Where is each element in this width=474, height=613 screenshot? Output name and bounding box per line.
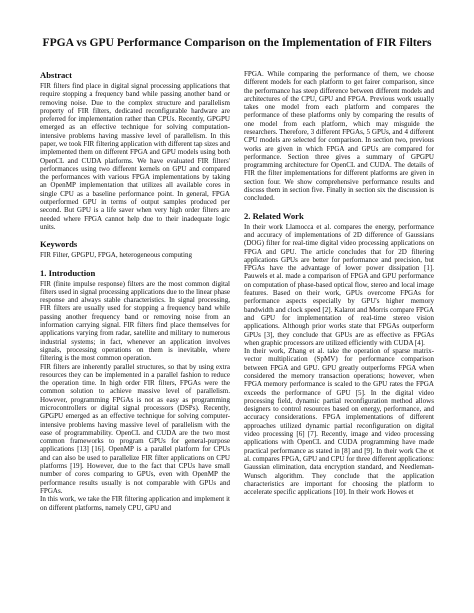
introduction-paragraph: In this work, we take the FIR filtering application and implement it on different platforms, namely CPU, GPU and <box>40 495 230 512</box>
introduction-paragraph: FIR filters are inherently parallel structures, so that by using extra resources they can be implemented in a parallel fashion to reduce the operation time. In high order FIR filters, FPGAs were the common solution to achieve massive level of parallelism. However, programming FPGAs is not as easy as programming microcontrollers or digital signal processors (DSPs). Recently, GPGPU emerged as an effective technique for solving computer-intensive problems having massive level of parallelism with the ease of programmability. OpenCL and CUDA are the two most common frameworks to program GPUs for general-purpose applications [13] [16]. OpenMP is a parallel platform for CPUs and can also be used to parallelize FIR filter applications on CPU platforms [19]. However, due to the fact that CPUs have small number of cores comparing to GPUs, even with OpenMP the performance results usually is not comparable with GPUs and FPGAs. <box>40 362 230 495</box>
related-work-paragraph: In their work Llamocca et al. compares the energy, performance and accuracy of implementations of 2D difference of Gaussians (DOG) filter for real-time digital video processing applications on FPGA and GPU. The article concludes that for 2D filtering applications GPUs are better for performance and precision, but FPGAs have the advantage of lower power dissipation [1]. Pauwels et al. made a comparison of FPGA and GPU performance on computation of phase-based optical flow, stereo and local image features. Based on their work, GPUs overcome FPGAs for performance aspects especially by GPU's higher memory bandwidth and clock speed [2]. Kalarot and Morris compare FPGA and GPU for implementation of real-time stereo vision applications. Although prior works state that FPGAs outperform GPUs [3], they conclude that GPUs are as effective as FPGAs when graphic processors are utilized efficiently with CUDA [4]. <box>244 222 434 347</box>
two-column-body <box>40 70 434 512</box>
paper-title: FPGA vs GPU Performance Comparison on the Implementation of FIR Filters <box>42 36 432 49</box>
related-work-heading: 2. Related Work <box>244 210 304 221</box>
keywords-text: FIR Filter, GPGPU, FPGA, heterogeneous computing <box>40 251 193 260</box>
abstract-heading: Abstract <box>40 69 72 80</box>
left-column <box>40 70 230 512</box>
introduction-heading: 1. Introduction <box>40 267 96 278</box>
abstract-text: FIR filters find place in digital signal processing applications that require stopping a frequency band while passing another band or removing noise. Due to the complex structure and parallelism property of FIR filters, dedicated reconfigurable hardware are preferred for implementation rather than CPUs. Recently, GPGPU emerged as an effective technique for solving computation-intensive problems having massive level of parallelism. In this paper, we took FIR filtering application with different tap sizes and implemented them on different FPGA and GPU models using both OpenCL and CUDA platforms. We have evaluated FIR filters' performances using two different kernels on GPU and compared the performances with various FPGA implementations by taking an OpenMP implementation that utilizes all available cores in single CPU as a baseline performance point. In general, FPGA outperformed GPU in terms of output samples produced per second. But GPU is a life saver when very high order filters are needed where FPGA cannot help due to their inadequate logic units. <box>40 81 230 231</box>
related-work-paragraph: In their work, Zhang et al. take the operation of sparse matrix-vector multiplication (SpMV) for performance comparison between FPGA and GPU. GPU greatly outperforms FPGA when considered the memory transaction operations; however, when FPGA memory performance is scaled to the GPU rates the FPGA exceeds the performance of GPU [5]. In the digital video processing field, dynamic partial reconfiguration method allows designers to control resources based on energy, performance, and accuracy considerations. FPGA implementations of different approaches utilized dynamic partial reconfiguration on digital video processing [6] [7]. Recently, image and video processing applications with OpenCL and CUDA programming have made practical performance as stated in [8] and [9]. In their work Che et al. compares FPGA, GPU and CPU for three different applications: Gaussian elimination, data encryption standard, and Needleman-Wunsch algorithm. They conclude that the application characteristics are important for choosing the platform to accelerate specific applications [10]. In their work Howes et <box>244 347 434 497</box>
introduction-continued-paragraph: FPGA. While comparing the performance of them, we choose different models for each platform to get fairer comparison, since the performance has steep difference between different models and architectures of the CPU, GPU and FPGA. Previous work usually takes one model from each platform and compares the performance of these platforms only by comparing the results of one model from each platform, which may misguide the researchers. Therefore, 3 different FPGAs, 5 GPUs, and 4 different CPU models are selected for comparison. In section two, previous works are given in which FPGA and GPUs are compared for performance. Section three gives a summary of GPGPU programming architecture for OpenCL and CUDA. The details of FIR the filter implementations for different platforms are given in section four. We show comprehensive performance results and discuss them in section five. Finally in section six the discussion is concluded. <box>244 69 434 203</box>
keywords-heading: Keywords <box>40 239 78 250</box>
introduction-paragraph: FIR (finite impulse response) filters are the most common digital filters used in signal processing applications due to the linear phase response and always stable characteristics. In signal processing, FIR filters are usually used for stopping a frequency band while passing another frequency band or removing noise from an information carrying signal. FIR filters find place themselves for applications varying from radar, satellite and military to numerous industrial systems; in fact, whenever an application involves signals, processing operations on them is inevitable, where filtering is the most common operation. <box>40 279 230 363</box>
right-column <box>244 70 434 512</box>
